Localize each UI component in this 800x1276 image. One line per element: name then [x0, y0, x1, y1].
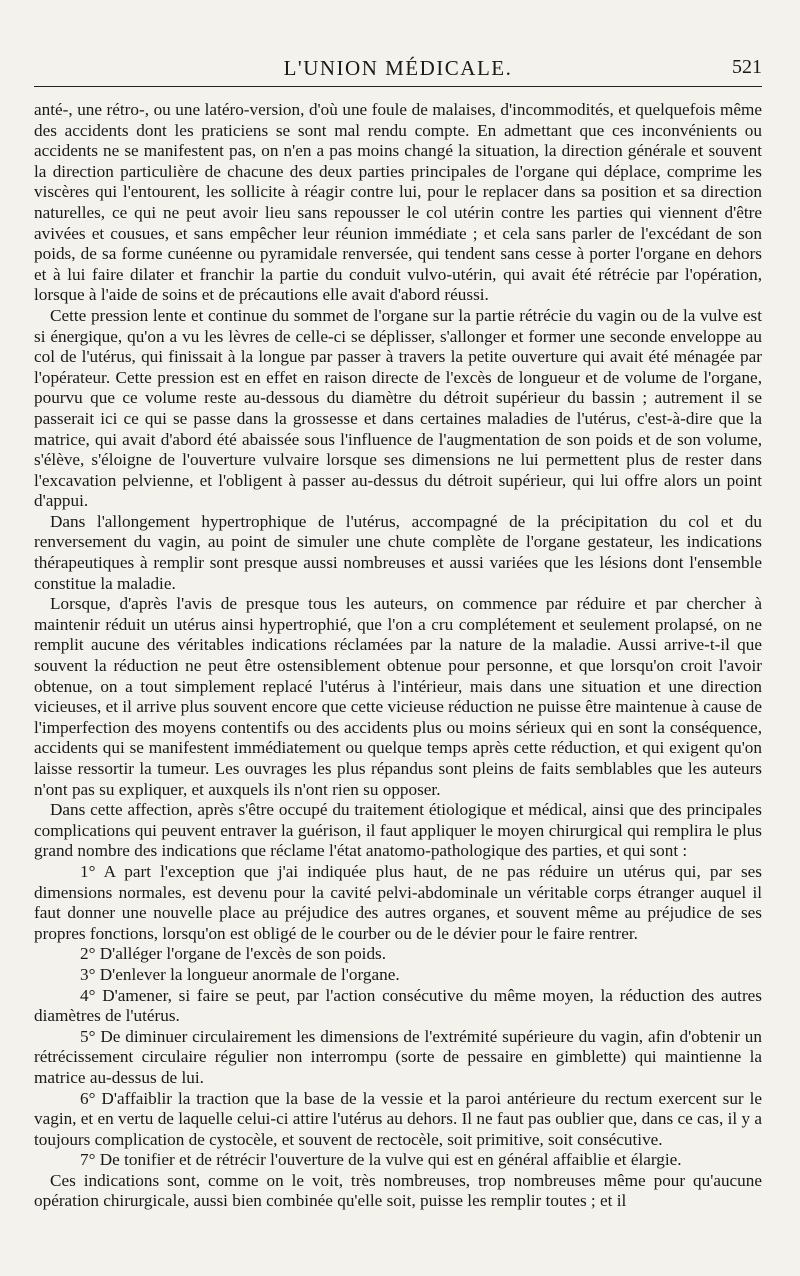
- page-header: [34, 0, 762, 86]
- page-number: 521: [732, 56, 762, 78]
- header-rule: [34, 86, 762, 87]
- list-item: 5° De diminuer circulairement les dimensions de l'extrémité supérieure du vagin, afin d'obtenir un rétrécissement circulaire régulier non interrompu (sorte de pessaire en gimblette) qui maintienne la matrice au-dessus de lui.: [34, 1026, 762, 1087]
- paragraph: Ces indications sont, comme on le voit, très nombreuses, trop nombreuses même pour qu'aucune opération chirurgicale, aussi bien combinée qu'elle soit, puisse les remplir toutes ; et il: [34, 1170, 762, 1211]
- list-item: 2° D'alléger l'organe de l'excès de son poids.: [80, 944, 387, 964]
- paragraph: Dans cette affection, après s'être occupé du traitement étiologique et médical, ainsi que des principales complications qui peuvent entraver la guérison, il faut appliquer le moyen chirurgical qui remplira le plus grand nombre des indications que réclame l'état anatomo-pathologique des parties, et qui sont :: [34, 800, 762, 861]
- paragraph: Cette pression lente et continue du sommet de l'organe sur la partie rétrécie du vagin ou de la vulve est si énergique, qu'on a vu les lèvres de celle-ci se déplisser, s'allonger et former une seconde enveloppe au col de l'utérus, qui finissait à la longue par passer à travers la petite ouverture qui avait été ménagée par l'opérateur. Cette pression est en effet en raison directe de l'excès de longueur et de volume de l'organe, pourvu que ce volume reste au-dessous du diamètre du détroit supérieur du bassin ; autrement il se passerait ici ce qui se passe dans la grossesse et dans certaines maladies de l'utérus, c'est-à-dire que la matrice, qui avait d'abord été abaissée sous l'influence de l'augmentation de son poids et de son volume, s'élève, s'éloigne de l'ouverture vulvaire lorsque ses dimensions ne lui permettent plus de rester dans l'excavation pelvienne, et l'obligent à passer au-dessus du détroit supérieur, qui lui offre alors un point d'appui.: [34, 305, 762, 511]
- paragraph: anté-, une rétro-, ou une latéro-version, d'où une foule de malaises, d'incommodités, et quelquefois même des accidents dont les praticiens se sont mal rendu compte. En admettant que ces inconvénients ou accidents ne se manifestent pas, on n'en a pas moins changé la situation, la direction générale et souvent la direction particulière de chacune des deux parties principales de l'organe qui déplace, comprime les viscères qui l'entourent, les sollicite à réagir contre lui, pour le replacer dans sa position et sa direction naturelles, ce qui ne peut avoir lieu sans repousser le col utérin contre les parties qui viennent d'être avivées et cousues, et sans empêcher leur réunion immédiate ; et cela sans parler de l'excédant de son poids, de sa forme cunéenne ou pyramidale renversée, qui tendent sans cesse à porter l'organe en dehors et à lui faire dilater et franchir la partie du conduit vulvo-utérin, qui avait été rétrécie par l'opération, lorsque à l'aide de soins et de précautions elle avait d'abord réussi.: [34, 100, 762, 305]
- list-item: 7° De tonifier et de rétrécir l'ouverture de la vulve qui est en général affaiblie et élargie.: [80, 1150, 682, 1170]
- list-item: 6° D'affaiblir la traction que la base de la vessie et la paroi antérieure du rectum exercent sur le vagin, et en vertu de laquelle celui-ci attire l'utérus au dehors. Il ne faut pas oublier que, dans ce cas, il y a toujours complication de cystocèle, et souvent de rectocèle, soit primitive, soit consécutive.: [34, 1088, 762, 1149]
- list-item: 3° D'enlever la longueur anormale de l'organe.: [80, 964, 400, 984]
- running-title: L'UNION MÉDICALE.: [283, 56, 513, 80]
- paragraph: Dans l'allongement hypertrophique de l'utérus, accompagné de la précipitation du col et du renversement du vagin, au point de simuler une chute complète de l'organe gestateur, les indications thérapeutiques à remplir sont presque aussi nombreuses et aussi variées que les lésions dont l'ensemble constitue la maladie.: [34, 511, 762, 593]
- paragraph: Lorsque, d'après l'avis de presque tous les auteurs, on commence par réduire et par chercher à maintenir réduit un utérus ainsi hypertrophié, que l'on a cru complétement et seulement prolapsé, on ne remplit aucune des véritables indications réclamées par la nature de la maladie. Aussi arrive-t-il que souvent la réduction ne peut être ostensiblement obtenue pour personne, et que lorsqu'on croit l'avoir obtenue, on a tout simplement replacé l'utérus à l'intérieur, mais dans une situation et une direction vicieuses, et il arrive plus souvent encore que cette vicieuse réduction ne puisse être maintenue à cause de l'imperfection des moyens contentifs ou des accidents plus ou moins sérieux qui en sont la conséquence, accidents qui se manifestent immédiatement ou quelque temps après cette réduction, et qui exigent qu'on laisse ressortir la tumeur. Les ouvrages les plus répandus sont pleins de faits semblables que les auteurs n'ont pas su expliquer, et auxquels ils n'ont rien su opposer.: [34, 594, 762, 799]
- body-text: [34, 86, 762, 1212]
- list-item: 4° D'amener, si faire se peut, par l'action consécutive du même moyen, la réduction des autres diamètres de l'utérus.: [34, 985, 762, 1026]
- list-item: 1° A part l'exception que j'ai indiquée plus haut, de ne pas réduire un utérus qui, par ses dimensions normales, est devenu pour la cavité pelvi-abdominale un véritable corps étranger auquel il faut donner une nouvelle place au préjudice des autres organes, et souvent même au préjudice de ses propres fonctions, lorsqu'on est obligé de le courber ou de le dévier pour le faire rentrer.: [34, 861, 762, 943]
